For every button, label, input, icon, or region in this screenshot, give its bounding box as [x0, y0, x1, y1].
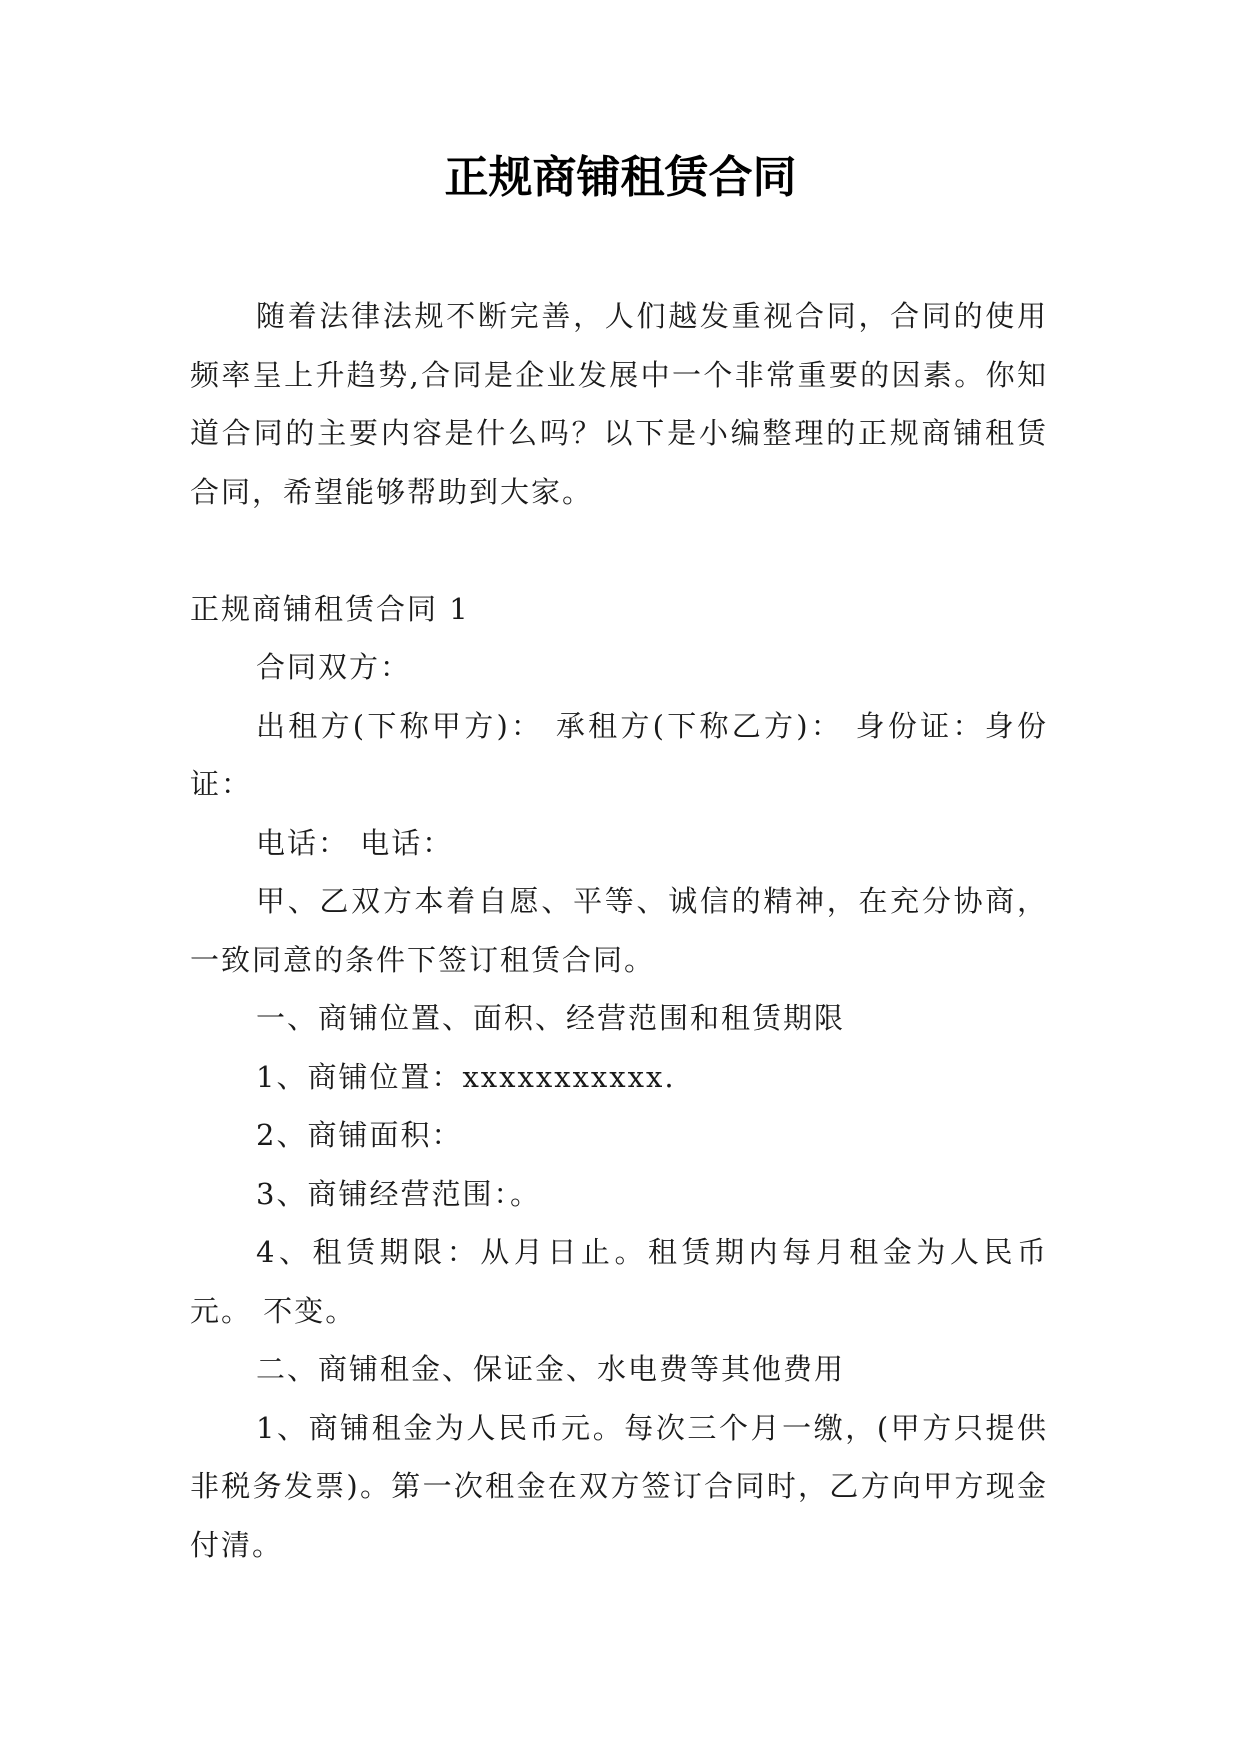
body-paragraph: 3、商铺经营范围：。: [256, 1176, 541, 1211]
intro-paragraph: 随着法律法规不断完善，人们越发重视合同，合同的使用频率呈上升趋势,合同是企业发展中一个非常重要的因素。你知道合同的主要内容是什么吗？以下是小编整理的正规商铺租赁合同，希望能够帮助到大家。: [190, 299, 1048, 509]
body-paragraph: 4、租赁期限：从月日止。租赁期内每月租金为人民币元。 不变。: [190, 1235, 1048, 1328]
clause-heading: 一、商铺位置、面积、经营范围和租赁期限: [256, 1001, 846, 1035]
document-title: 正规商铺租赁合同: [444, 152, 797, 203]
body-paragraph: 1、商铺位置：xxxxxxxxxxx.: [256, 1059, 676, 1094]
body-paragraph: 甲、乙双方本着自愿、平等、诚信的精神，在充分协商，一致同意的条件下签订租赁合同。: [190, 884, 1048, 977]
document-body: [190, 287, 1048, 1574]
clause-heading: 二、商铺租金、保证金、水电费等其他费用: [256, 1352, 846, 1386]
section-heading: 正规商铺租赁合同 1: [190, 591, 470, 626]
body-paragraph: 出租方(下称甲方)： 承租方(下称乙方)： 身份证：身份证：: [190, 708, 1048, 801]
body-paragraph: 1、商铺租金为人民币元。每次三个月一缴，(甲方只提供非税务发票)。第一次租金在双方签订合同时，乙方向甲方现金付清。: [190, 1410, 1048, 1562]
body-paragraph: 2、商铺面积：: [256, 1118, 463, 1152]
body-paragraph: 电话： 电话：: [256, 825, 454, 860]
body-paragraph: 合同双方：: [256, 650, 412, 684]
